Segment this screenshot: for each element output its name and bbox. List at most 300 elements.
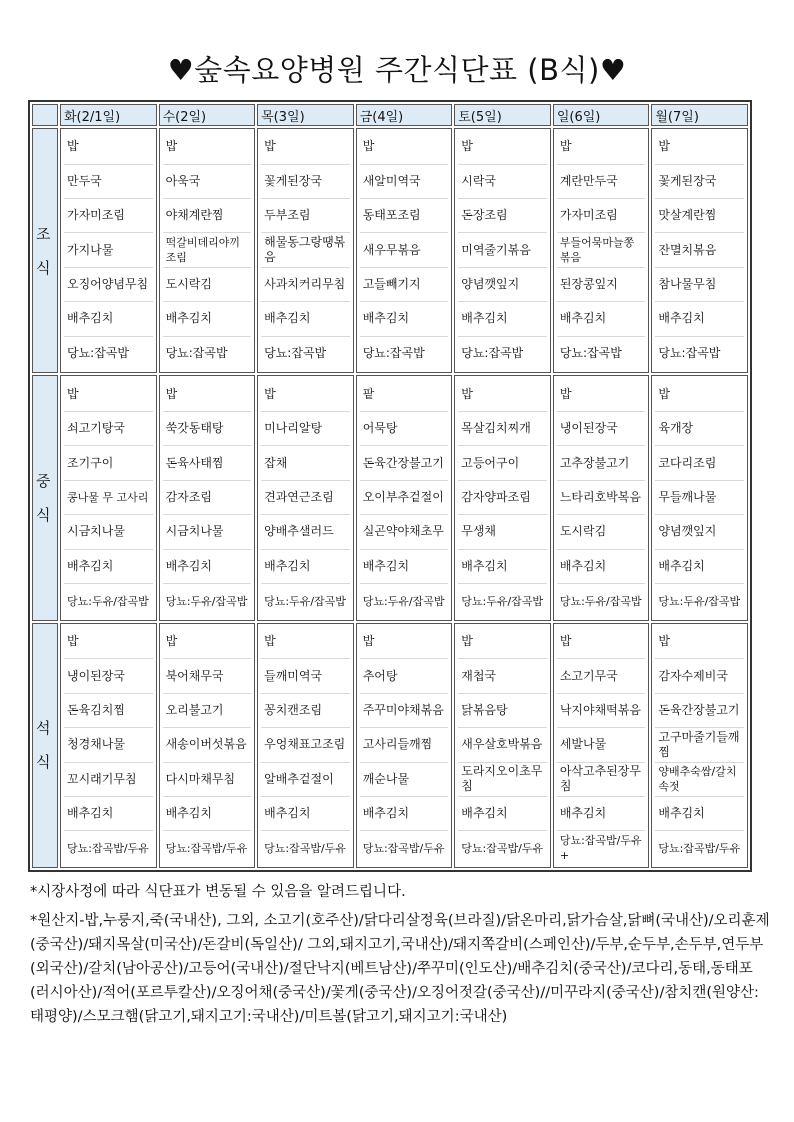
menu-item-text: 당뇨:잡곡밥/두유+ bbox=[559, 834, 642, 863]
meal-label: 석식 bbox=[36, 719, 51, 772]
menu-item-text: 당뇨:두유/잡곡밥 bbox=[165, 594, 248, 608]
menu-item-text: 돈육김치찜 bbox=[67, 702, 125, 717]
menu-item-text: 목살김치찌개 bbox=[461, 421, 531, 436]
menu-item-text: 배추김치 bbox=[67, 806, 114, 821]
menu-item-text: 해물동그랑땡볶음 bbox=[264, 235, 346, 265]
menu-item bbox=[458, 130, 547, 164]
menu-item bbox=[163, 337, 252, 371]
menu-item-text: 아욱국 bbox=[165, 173, 201, 188]
menu-item bbox=[163, 199, 252, 233]
menu-item-text: 깨순나물 bbox=[362, 771, 410, 786]
menu-item bbox=[360, 763, 449, 797]
menu-item-text: 가자미조림 bbox=[559, 208, 618, 223]
meal-row bbox=[32, 128, 748, 373]
menu-item-text: 두부조림 bbox=[264, 208, 311, 223]
menu-item-text: 우엉채표고조림 bbox=[264, 737, 346, 752]
menu-item-text: 가지나물 bbox=[67, 242, 114, 257]
menu-item bbox=[261, 584, 350, 618]
menu-item bbox=[261, 337, 350, 371]
menu-item-text: 당뇨:두유/잡곡밥 bbox=[67, 594, 149, 608]
menu-item bbox=[458, 337, 547, 371]
menu-item-text: 밥 bbox=[362, 139, 375, 154]
menu-item bbox=[163, 481, 252, 515]
menu-item-text: 밥 bbox=[559, 386, 572, 401]
menu-item-text: 참나물무침 bbox=[658, 277, 717, 292]
menu-item bbox=[261, 165, 350, 199]
menu-item-text: 어묵탕 bbox=[362, 421, 398, 436]
menu-item-text: 당뇨:두유/잡곡밥 bbox=[264, 594, 346, 608]
menu-item-text: 배추김치 bbox=[264, 806, 311, 821]
weekly-menu-table bbox=[30, 102, 750, 870]
menu-item bbox=[655, 625, 744, 659]
menu-item-text: 밥 bbox=[658, 634, 670, 649]
menu-item-text: 배추김치 bbox=[559, 806, 607, 821]
menu-item bbox=[655, 412, 744, 446]
menu-item bbox=[458, 446, 547, 480]
menu-item bbox=[163, 625, 252, 659]
menu-item bbox=[360, 165, 449, 199]
menu-item bbox=[64, 694, 153, 728]
menu-cell bbox=[159, 623, 256, 868]
menu-cell bbox=[159, 128, 256, 373]
menu-item bbox=[64, 233, 153, 267]
menu-cell bbox=[651, 128, 748, 373]
menu-cell bbox=[257, 128, 354, 373]
menu-item bbox=[557, 797, 646, 831]
menu-item-text: 당뇨:잡곡밥 bbox=[67, 346, 130, 361]
day-header: 화(2/1일) bbox=[60, 104, 157, 126]
menu-item bbox=[458, 268, 547, 302]
menu-item-text: 양배추숙쌈/갈치속젓 bbox=[658, 765, 737, 794]
menu-item bbox=[64, 165, 153, 199]
menu-item-text: 오징어양념무침 bbox=[67, 277, 149, 292]
menu-item-text: 밥 bbox=[461, 634, 473, 649]
menu-item bbox=[360, 831, 449, 865]
menu-item-text: 고사리들깨찜 bbox=[362, 737, 433, 752]
day-header: 일(6일) bbox=[553, 104, 650, 126]
menu-item bbox=[655, 728, 744, 762]
menu-item bbox=[557, 659, 646, 693]
menu-item-text: 쑥갓동태탕 bbox=[165, 421, 224, 436]
menu-item bbox=[655, 831, 744, 865]
menu-item bbox=[360, 199, 449, 233]
menu-item-text: 배추김치 bbox=[461, 558, 508, 573]
menu-item-text: 배추김치 bbox=[461, 806, 508, 821]
menu-item bbox=[458, 199, 547, 233]
menu-item-text: 당뇨:두유/잡곡밥 bbox=[658, 594, 741, 608]
menu-item-text: 밥 bbox=[362, 634, 375, 649]
menu-item-text: 돈육사태찜 bbox=[165, 455, 224, 470]
menu-cell bbox=[356, 623, 453, 868]
menu-item bbox=[261, 659, 350, 693]
menu-item-text: 오리불고기 bbox=[165, 702, 224, 717]
menu-item bbox=[163, 728, 252, 762]
menu-item bbox=[655, 659, 744, 693]
menu-item-text: 밥 bbox=[264, 386, 276, 401]
menu-item bbox=[64, 446, 153, 480]
menu-item bbox=[458, 584, 547, 618]
menu-item bbox=[64, 378, 153, 412]
menu-item bbox=[557, 233, 646, 267]
menu-item-text: 떡갈비데리야끼조림 bbox=[165, 236, 240, 265]
menu-item bbox=[163, 584, 252, 618]
menu-item bbox=[655, 446, 744, 480]
menu-item bbox=[64, 337, 153, 371]
menu-item bbox=[458, 659, 547, 693]
menu-item-text: 새우무볶음 bbox=[362, 242, 421, 257]
menu-item-text: 당뇨:잡곡밥 bbox=[165, 346, 228, 361]
menu-item-text: 냉이된장국 bbox=[559, 421, 618, 436]
menu-item bbox=[655, 233, 744, 267]
menu-item-text: 밥 bbox=[461, 386, 473, 401]
menu-item bbox=[360, 302, 449, 336]
menu-item-text: 사과치커리무침 bbox=[264, 277, 346, 292]
menu-item bbox=[64, 268, 153, 302]
menu-item bbox=[64, 659, 153, 693]
day-header: 목(3일) bbox=[257, 104, 354, 126]
menu-item-text: 미역줄기볶음 bbox=[461, 242, 531, 257]
menu-item-text: 무생채 bbox=[461, 524, 497, 539]
menu-cell bbox=[553, 375, 650, 620]
menu-item-text: 실곤약야채초무 bbox=[362, 524, 444, 539]
menu-item bbox=[655, 515, 744, 549]
menu-item bbox=[64, 728, 153, 762]
menu-item bbox=[655, 337, 744, 371]
menu-item bbox=[261, 763, 350, 797]
menu-item-text: 미나리알탕 bbox=[264, 421, 323, 436]
menu-item-text: 청경채나물 bbox=[67, 737, 125, 752]
menu-item-text: 밥 bbox=[658, 139, 670, 154]
menu-item bbox=[163, 515, 252, 549]
menu-item-text: 밥 bbox=[67, 386, 79, 401]
menu-cell bbox=[651, 375, 748, 620]
menu-item bbox=[655, 302, 744, 336]
menu-item bbox=[458, 625, 547, 659]
menu-item-text: 배추김치 bbox=[461, 311, 508, 326]
menu-item-text: 배추김치 bbox=[362, 558, 410, 573]
menu-item bbox=[557, 831, 646, 865]
menu-item-text: 배추김치 bbox=[165, 311, 212, 326]
menu-item bbox=[163, 694, 252, 728]
menu-item-text: 견과연근조림 bbox=[264, 489, 334, 504]
meal-label-cell bbox=[32, 623, 58, 868]
menu-cell bbox=[454, 375, 551, 620]
menu-item bbox=[360, 378, 449, 412]
menu-item bbox=[655, 165, 744, 199]
menu-item bbox=[557, 584, 646, 618]
menu-item-text: 배추김치 bbox=[362, 311, 410, 326]
menu-item-text: 다시마채무침 bbox=[165, 771, 236, 786]
menu-item bbox=[360, 446, 449, 480]
menu-item-text: 당뇨:잡곡밥 bbox=[461, 346, 524, 361]
menu-item bbox=[163, 797, 252, 831]
menu-item bbox=[163, 268, 252, 302]
menu-item-text: 부들어묵마늘쫑볶음 bbox=[559, 236, 635, 265]
menu-item-text: 꽃게된장국 bbox=[264, 173, 323, 188]
menu-item bbox=[360, 233, 449, 267]
menu-item bbox=[557, 728, 646, 762]
menu-item-text: 닭볶음탕 bbox=[461, 702, 508, 717]
menu-item bbox=[163, 165, 252, 199]
menu-item-text: 시락국 bbox=[461, 173, 497, 188]
menu-item-text: 배추김치 bbox=[559, 558, 607, 573]
menu-item-text: 고들빼기지 bbox=[362, 277, 421, 292]
menu-item bbox=[261, 481, 350, 515]
menu-item bbox=[360, 481, 449, 515]
menu-item bbox=[261, 797, 350, 831]
day-header-row bbox=[32, 104, 748, 126]
menu-item bbox=[64, 797, 153, 831]
menu-item bbox=[458, 694, 547, 728]
menu-cell bbox=[454, 623, 551, 868]
menu-item-text: 계란만두국 bbox=[559, 173, 618, 188]
menu-item bbox=[261, 831, 350, 865]
menu-item-text: 도라지오이초무침 bbox=[461, 764, 543, 794]
menu-item bbox=[360, 797, 449, 831]
menu-item bbox=[458, 412, 547, 446]
menu-item bbox=[458, 233, 547, 267]
menu-item bbox=[261, 728, 350, 762]
menu-item bbox=[64, 831, 153, 865]
menu-item bbox=[360, 625, 449, 659]
menu-item bbox=[261, 515, 350, 549]
menu-item-text: 밥 bbox=[165, 634, 178, 649]
menu-item bbox=[557, 625, 646, 659]
menu-item-text: 당뇨:잡곡밥 bbox=[362, 346, 425, 361]
menu-item bbox=[261, 302, 350, 336]
menu-item bbox=[557, 268, 646, 302]
menu-item-text: 배추김치 bbox=[658, 311, 705, 326]
menu-item-text: 감자양파조림 bbox=[461, 489, 531, 504]
menu-item bbox=[655, 481, 744, 515]
menu-cell bbox=[454, 128, 551, 373]
menu-item-text: 주꾸미야채볶음 bbox=[362, 702, 444, 717]
menu-item-text: 양념깻잎지 bbox=[461, 277, 520, 292]
menu-item bbox=[64, 302, 153, 336]
day-header: 수(2일) bbox=[159, 104, 256, 126]
menu-item-text: 만두국 bbox=[67, 173, 102, 188]
menu-item-text: 당뇨:잡곡밥/두유 bbox=[165, 841, 248, 855]
menu-item bbox=[64, 199, 153, 233]
menu-table-frame bbox=[28, 100, 752, 872]
menu-item-text: 느타리호박복음 bbox=[559, 489, 641, 504]
menu-cell bbox=[651, 623, 748, 868]
menu-item bbox=[261, 130, 350, 164]
menu-item-text: 재첩국 bbox=[461, 668, 497, 683]
menu-item-text: 조기구이 bbox=[67, 455, 114, 470]
day-header: 토(5일) bbox=[454, 104, 551, 126]
menu-item-text: 새알미역국 bbox=[362, 173, 421, 188]
menu-item bbox=[163, 763, 252, 797]
menu-item-text: 배추김치 bbox=[67, 558, 114, 573]
menu-item-text: 고등어구이 bbox=[461, 455, 520, 470]
menu-item-text: 밥 bbox=[658, 386, 670, 401]
menu-item-text: 추어탕 bbox=[362, 668, 398, 683]
meal-label-cell bbox=[32, 128, 58, 373]
header-corner bbox=[32, 104, 58, 126]
menu-item-text: 동태포조림 bbox=[362, 208, 421, 223]
menu-item bbox=[655, 797, 744, 831]
menu-item-text: 배추김치 bbox=[165, 806, 212, 821]
menu-cell bbox=[356, 375, 453, 620]
menu-item bbox=[360, 337, 449, 371]
menu-item bbox=[261, 550, 350, 584]
menu-item-text: 당뇨:잡곡밥/두유 bbox=[362, 841, 445, 855]
menu-item bbox=[458, 831, 547, 865]
menu-item bbox=[557, 199, 646, 233]
menu-item bbox=[64, 584, 153, 618]
menu-cell bbox=[60, 128, 157, 373]
page-title: ♥숲속요양병원 주간식단표 (B식)♥ bbox=[167, 53, 627, 87]
day-header: 월(7일) bbox=[651, 104, 748, 126]
menu-item-text: 당뇨:잡곡밥 bbox=[264, 346, 327, 361]
menu-item bbox=[261, 378, 350, 412]
meal-label-cell bbox=[32, 375, 58, 620]
menu-item-text: 당뇨:잡곡밥 bbox=[559, 346, 622, 361]
menu-item-text: 당뇨:두유/잡곡밥 bbox=[461, 594, 544, 608]
menu-item bbox=[655, 130, 744, 164]
menu-item bbox=[458, 302, 547, 336]
menu-item bbox=[655, 694, 744, 728]
menu-item-text: 밥 bbox=[264, 139, 276, 154]
menu-item bbox=[458, 165, 547, 199]
menu-item bbox=[360, 130, 449, 164]
menu-item-text: 육개장 bbox=[658, 421, 694, 436]
menu-item bbox=[163, 659, 252, 693]
menu-item bbox=[458, 550, 547, 584]
menu-item bbox=[360, 550, 449, 584]
menu-item-text: 배추김치 bbox=[658, 558, 705, 573]
menu-item-text: 배추김치 bbox=[264, 558, 311, 573]
menu-item bbox=[557, 515, 646, 549]
menu-cell bbox=[60, 623, 157, 868]
menu-item-text: 시금치나물 bbox=[67, 524, 125, 539]
menu-item bbox=[163, 446, 252, 480]
menu-item-text: 고추장불고기 bbox=[559, 455, 630, 470]
menu-item bbox=[458, 728, 547, 762]
menu-item-text: 당뇨:잡곡밥 bbox=[658, 346, 721, 361]
menu-item bbox=[655, 584, 744, 618]
menu-item bbox=[557, 337, 646, 371]
menu-item bbox=[557, 378, 646, 412]
menu-item-text: 배추김치 bbox=[264, 311, 311, 326]
notes-section bbox=[30, 880, 770, 1029]
menu-cell bbox=[356, 128, 453, 373]
menu-item bbox=[163, 302, 252, 336]
menu-item-text: 야채계란찜 bbox=[165, 208, 224, 223]
menu-item bbox=[64, 550, 153, 584]
menu-item-text: 감자조림 bbox=[165, 489, 212, 504]
menu-item-text: 낙지야채떡볶음 bbox=[559, 702, 641, 717]
menu-item bbox=[360, 694, 449, 728]
menu-item-text: 냉이된장국 bbox=[67, 668, 125, 683]
menu-item-text: 시금치나물 bbox=[165, 524, 224, 539]
menu-item-text: 꽁치캔조림 bbox=[264, 702, 323, 717]
menu-item-text: 도시락김 bbox=[165, 277, 212, 292]
menu-item bbox=[360, 659, 449, 693]
menu-item-text: 아삭고추된장무침 bbox=[559, 764, 641, 794]
menu-item bbox=[163, 412, 252, 446]
menu-item-text: 고구마줄기들깨찜 bbox=[658, 729, 740, 759]
menu-item-text: 당뇨:잡곡밥/두유 bbox=[67, 841, 149, 855]
menu-item bbox=[64, 515, 153, 549]
menu-item bbox=[360, 515, 449, 549]
menu-cell bbox=[60, 375, 157, 620]
menu-item-text: 새송이버섯볶음 bbox=[165, 737, 247, 752]
menu-item bbox=[163, 233, 252, 267]
menu-item bbox=[458, 378, 547, 412]
menu-item-text: 도시락김 bbox=[559, 524, 607, 539]
meal-row bbox=[32, 375, 748, 620]
menu-item bbox=[655, 199, 744, 233]
menu-item-text: 꽃게된장국 bbox=[658, 173, 717, 188]
menu-item-text: 밥 bbox=[461, 139, 473, 154]
menu-item bbox=[261, 199, 350, 233]
menu-item-text: 당뇨:잡곡밥/두유 bbox=[264, 841, 346, 855]
menu-item-text: 밥 bbox=[67, 139, 79, 154]
meal-label: 조식 bbox=[36, 224, 51, 277]
menu-item-text: 밥 bbox=[165, 139, 178, 154]
menu-item bbox=[655, 550, 744, 584]
menu-item bbox=[557, 550, 646, 584]
menu-item-text: 된장콩잎지 bbox=[559, 277, 618, 292]
menu-item-text: 당뇨:두유/잡곡밥 bbox=[362, 594, 445, 608]
menu-item-text: 새우살호박볶음 bbox=[461, 737, 543, 752]
menu-item-text: 쇠고기탕국 bbox=[67, 421, 125, 436]
menu-item bbox=[557, 130, 646, 164]
menu-item-text: 코다리조림 bbox=[658, 455, 717, 470]
menu-item bbox=[557, 694, 646, 728]
menu-cell bbox=[159, 375, 256, 620]
menu-item-text: 배추김치 bbox=[658, 806, 705, 821]
meal-row bbox=[32, 623, 748, 868]
menu-cell bbox=[257, 375, 354, 620]
notice-text: *시장사정에 따라 식단표가 변동될 수 있음을 알려드립니다. bbox=[30, 884, 406, 900]
menu-item-text: 당뇨:두유/잡곡밥 bbox=[559, 594, 642, 608]
menu-item bbox=[458, 515, 547, 549]
menu-item-text: 잔멸치볶음 bbox=[658, 242, 717, 257]
menu-item-text: 배추김치 bbox=[165, 558, 212, 573]
menu-item bbox=[64, 130, 153, 164]
menu-item-text: 북어채무국 bbox=[165, 668, 224, 683]
menu-item-text: 꼬시래기무침 bbox=[67, 771, 137, 786]
menu-item bbox=[360, 584, 449, 618]
menu-cell bbox=[553, 128, 650, 373]
menu-item-text: 세발나물 bbox=[559, 737, 607, 752]
menu-item bbox=[557, 446, 646, 480]
menu-item bbox=[655, 378, 744, 412]
menu-item-text: 알배추겉절이 bbox=[264, 771, 334, 786]
menu-item-text: 무들깨나물 bbox=[658, 489, 717, 504]
menu-item bbox=[458, 797, 547, 831]
menu-item-text: 밥 bbox=[67, 634, 79, 649]
menu-item bbox=[64, 763, 153, 797]
menu-item-text: 당뇨:잡곡밥/두유 bbox=[658, 841, 741, 855]
origin-text: *원산지-밥,누룽지,죽(국내산), 그외, 소고기(호주산)/닭다리살정육(브라질)/닭온마리,닭가슴살,닭뼈(국내산)/오리훈제(중국산)/돼지목살(미국산)/돈갈비(독일산)/ 그외,돼지고기,국내산)/돼지쪽갈비(스페인산)/두부,순두부,손두부,연두부(외국산)/갈치(남아공산)/고등어(국내산)/절단낙지(베트남산)/쭈꾸미(인도산)/배추김치(중국산)/코다리,동태,동태포(러시아산)/적어(포르투칼산)/오징어채(중국산)/꽃게(중국산)/오징어젓갈(중국산)//미꾸라지(중국산)/참치캔(원양산:태평양)/스모크햄(닭고기,돼지고기:국내산)/미트볼(닭고기,돼지고기:국내산) bbox=[30, 913, 770, 1025]
menu-item bbox=[261, 446, 350, 480]
menu-item bbox=[261, 625, 350, 659]
meal-label: 중식 bbox=[36, 471, 51, 524]
menu-item bbox=[261, 412, 350, 446]
menu-item bbox=[64, 625, 153, 659]
menu-item-text: 배추김치 bbox=[362, 806, 410, 821]
menu-item bbox=[655, 268, 744, 302]
menu-item-text: 밥 bbox=[559, 139, 572, 154]
day-header: 금(4일) bbox=[356, 104, 453, 126]
menu-item bbox=[163, 130, 252, 164]
menu-item bbox=[261, 694, 350, 728]
menu-item bbox=[163, 831, 252, 865]
